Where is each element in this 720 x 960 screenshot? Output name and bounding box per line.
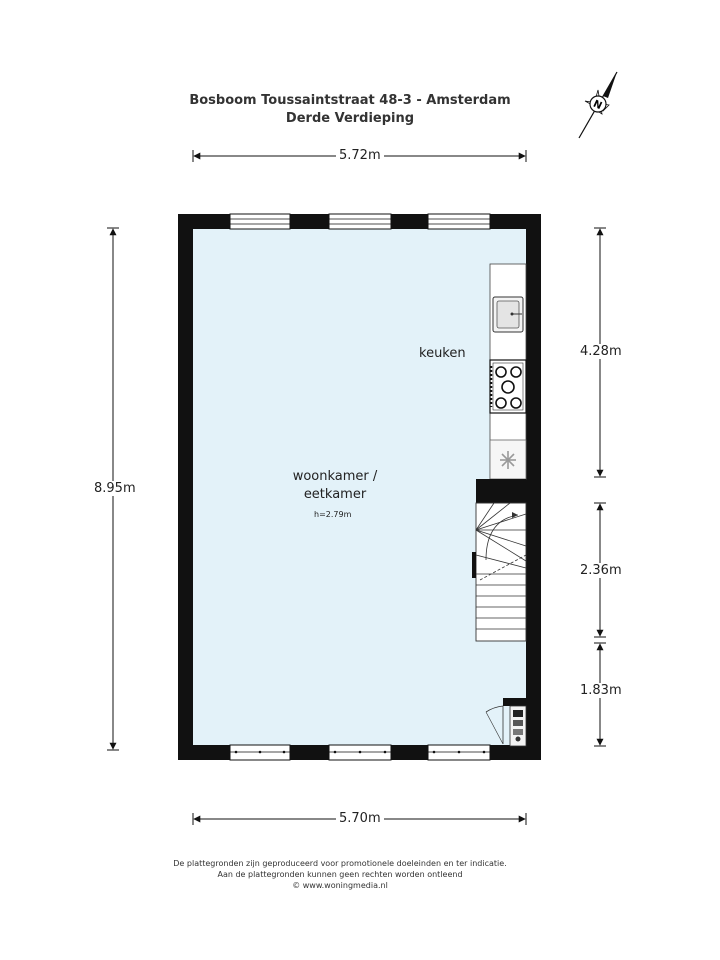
compass-n-label: N (591, 98, 604, 113)
staircase (472, 503, 526, 641)
kitchen-label: keuken (419, 346, 466, 361)
windows-bottom (230, 745, 490, 760)
copyright-line: © www.woningmedia.nl (292, 881, 388, 890)
dimension-right-label-1: 4.28m (577, 344, 625, 359)
sink-icon (493, 297, 523, 332)
fridge-icon (490, 440, 526, 479)
disclaimer-line-2: Aan de plattegronden kunnen geen rechten worden ontleend (217, 870, 463, 879)
windows-top (230, 214, 490, 229)
kitchen-counter (490, 264, 526, 479)
ceiling-height-label: h=2.79m (314, 510, 352, 519)
stove-icon (490, 360, 526, 413)
dimension-right-label-3: 1.83m (577, 683, 625, 698)
dimension-left-label: 8.95m (91, 481, 139, 496)
living-room-label-line2: eetkamer (303, 487, 367, 502)
stair-wall (476, 479, 526, 503)
dimension-right-label-2: 2.36m (577, 563, 625, 578)
compass-icon (579, 72, 617, 138)
floorplan-floor-name: Derde Verdieping (285, 111, 415, 126)
dimension-bottom-label: 5.70m (336, 811, 384, 826)
dimension-right (594, 228, 606, 746)
floorplan-address: Bosboom Toussaintstraat 48-3 - Amsterdam (189, 93, 511, 108)
disclaimer-line-1: De plattegronden zijn geproduceerd voor promotionele doeleinden en ter indicatie. (173, 859, 507, 868)
living-room-label-line1: woonkamer / (292, 469, 378, 484)
dimension-top-label: 5.72m (336, 148, 384, 163)
